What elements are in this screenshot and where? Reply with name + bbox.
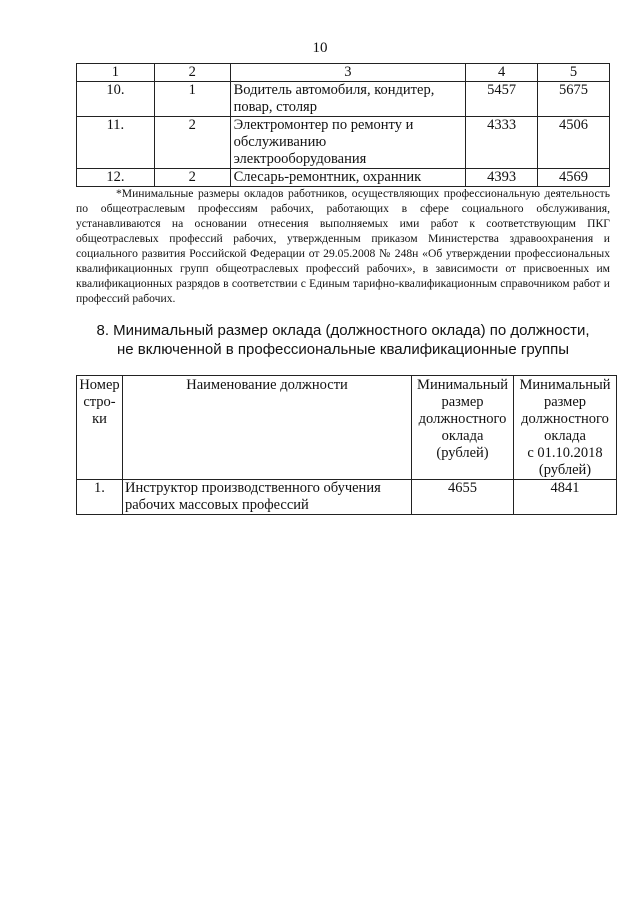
header-position-name: Наименование должности — [122, 376, 411, 480]
header-line: должностного — [418, 411, 507, 427]
header-line: ки — [92, 411, 107, 427]
salary-new: 4569 — [538, 169, 610, 187]
profession-name — [230, 117, 466, 169]
position-name — [122, 480, 411, 515]
header-line: (рублей) — [538, 462, 592, 478]
qualification-level: 2 — [154, 117, 230, 169]
salary-new: 5675 — [538, 82, 610, 117]
salary-new: 4841 — [514, 480, 617, 515]
page-number: 10 — [312, 40, 328, 56]
salary-new: 4506 — [538, 117, 610, 169]
header-line: оклада — [544, 428, 586, 444]
profession-name — [230, 169, 466, 187]
header-line: размер — [441, 394, 484, 410]
salary: 4393 — [466, 169, 538, 187]
header-line: стро- — [83, 394, 116, 410]
unqualified-positions-table — [76, 375, 617, 515]
header-line: Минимальный — [417, 377, 508, 393]
header-line: оклада — [441, 428, 484, 444]
salary: 4333 — [466, 117, 538, 169]
qualification-level: 1 — [154, 82, 230, 117]
footnote-text: *Минимальные размеры окладов работников, осуществляющих профессиональную деятельность по общеотраслевым профессиям рабочих, работающих в сфере социального обслуживания, устанавливаются на основании отнесения выполняемых ими работ к соответствующим ПКГ общеотраслевых профессий рабочих, утвержденным приказом Министерства здравоохранения и социального развития Российской Федерации от 29.05.2008 № 248н «Об утверждении профессиональных квалификационных групп общеотраслевых профессий рабочих», в зависимости от присвоенных им квалификационных разрядов в соответствии с Единым тарифно-квалификационным справочником работ и профессий рабочих. — [76, 187, 610, 305]
row-number: 11. — [77, 117, 155, 169]
position-name-line: рабочих массовых профессий — [124, 497, 309, 513]
qualification-level: 2 — [154, 169, 230, 187]
header-cell: 1 — [77, 64, 155, 82]
table-row — [77, 82, 610, 117]
section-title-line: 8. Минимальный размер оклада (должностного оклада) по должности, — [96, 322, 590, 339]
table-header-row — [77, 376, 617, 480]
profession-name-line: Электромонтер по ремонту и — [233, 117, 414, 133]
section-title — [76, 321, 610, 359]
salary: 4655 — [412, 480, 514, 515]
profession-name-line: Водитель автомобиля, кондитер, — [233, 82, 435, 98]
header-row-number — [77, 376, 123, 480]
header-line: размер — [543, 394, 587, 410]
footnote — [76, 186, 610, 306]
profession-name-line: обслуживанию — [233, 134, 327, 150]
table-row — [77, 169, 610, 187]
section-title-line: не включенной в профессиональные квалификационные группы — [116, 341, 570, 358]
salary: 5457 — [466, 82, 538, 117]
header-cell: 2 — [154, 64, 230, 82]
position-name-line: Инструктор производственного обучения — [124, 480, 381, 496]
header-line: Номер — [79, 377, 120, 393]
row-number: 1. — [77, 480, 123, 515]
table-row — [77, 117, 610, 169]
row-number: 10. — [77, 82, 155, 117]
header-cell: 5 — [538, 64, 610, 82]
header-min-salary-new — [514, 376, 617, 480]
header-cell: 4 — [466, 64, 538, 82]
profession-name-line: Слесарь-ремонтник, охранник — [233, 169, 422, 185]
header-line: (рублей) — [436, 445, 489, 461]
table-header-row — [77, 64, 610, 82]
header-cell: 3 — [230, 64, 466, 82]
table-row — [77, 480, 617, 515]
header-line: с 01.10.2018 — [527, 445, 603, 461]
header-min-salary — [412, 376, 514, 480]
row-number: 12. — [77, 169, 155, 187]
profession-name — [230, 82, 466, 117]
profession-name-line: повар, столяр — [233, 99, 317, 115]
profession-name-line: электрооборудования — [233, 151, 367, 167]
header-line: должностного — [521, 411, 609, 427]
professions-table — [76, 63, 610, 187]
header-line: Минимальный — [519, 377, 611, 393]
